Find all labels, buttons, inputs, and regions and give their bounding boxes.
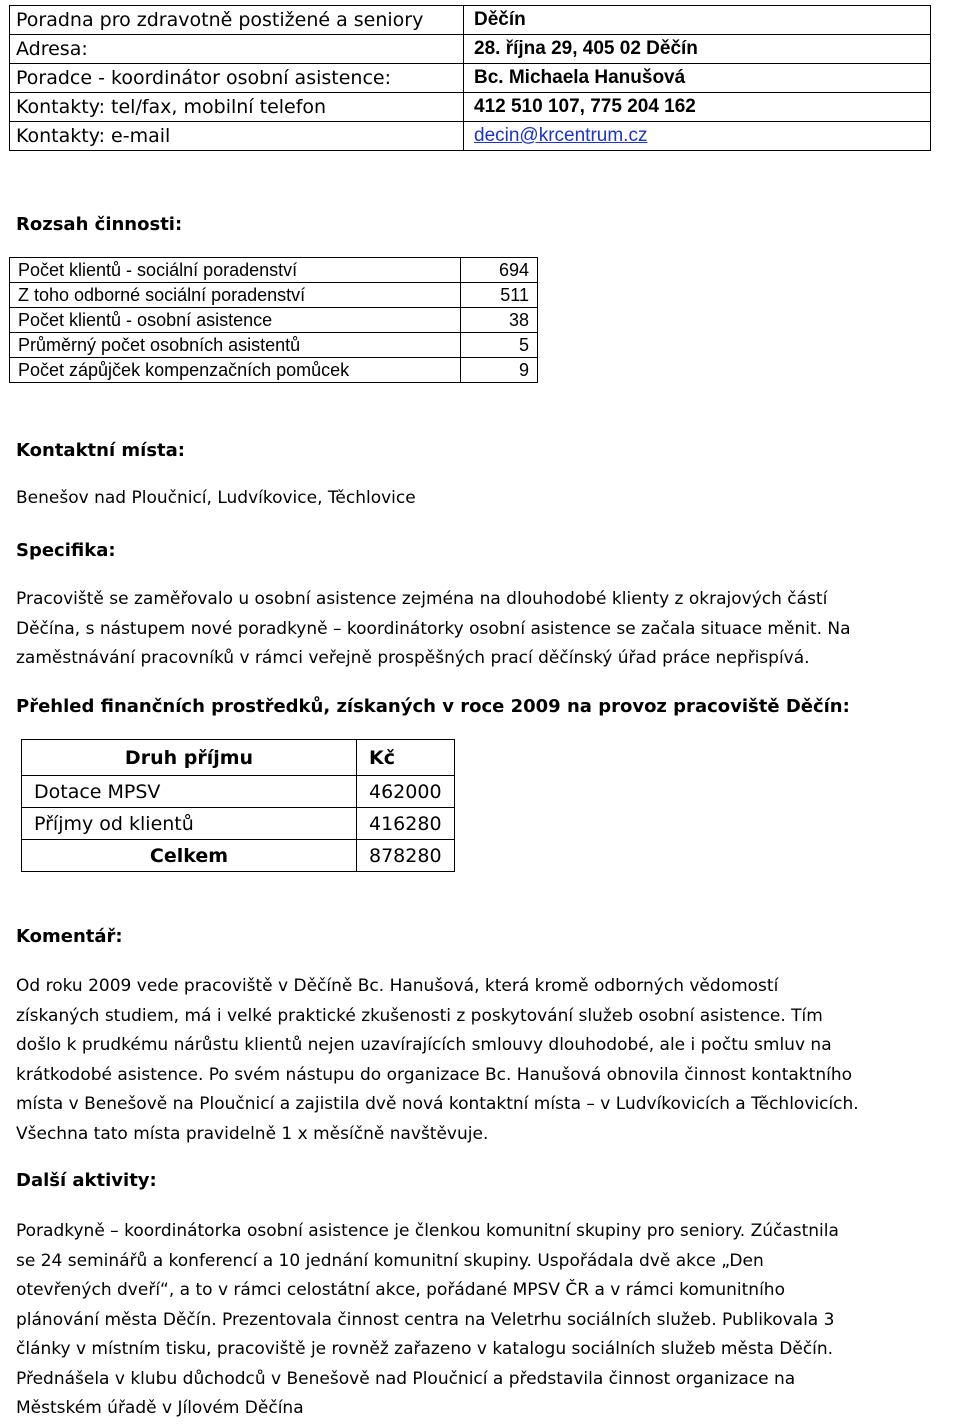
table-row: [10, 283, 538, 308]
table-row: [10, 64, 931, 93]
info-value: Děčín: [464, 6, 931, 35]
table-row: [10, 358, 538, 383]
paragraph-line: otevřených dveří“, a to v rámci celostátní akce, pořádané MPSV ČR a v rámci komunitního: [16, 1280, 785, 1300]
stat-label: Z toho odborné sociální poradenství: [10, 283, 461, 308]
paragraph-line: Poradkyně – koordinátorka osobní asistence je členkou komunitní skupiny pro seniory. Zúčastnila: [16, 1221, 839, 1241]
stat-value: 38: [461, 308, 538, 333]
paragraph-line: místa v Benešově na Ploučnicí a zajistila dvě nová kontaktní místa – v Ludvíkovicích a Těchlovicích.: [16, 1094, 859, 1114]
paragraph-line: Přednášela v klubu důchodců v Benešově nad Ploučnicí a představila činnost organizace na: [16, 1368, 796, 1389]
column-header: Kč: [357, 740, 455, 776]
komentar-paragraph: [16, 972, 960, 1149]
paragraph-line: Městském úřadě v Jílovém Děčína: [16, 1398, 304, 1418]
paragraph-line: se 24 seminářů a konferencí a 10 jednání komunitní skupiny. Uspořádala dvě akce „Den: [16, 1250, 764, 1271]
paragraph-line: Pracoviště se zaměřovalo u osobní asistence zejména na dlouhodobé klienty z okrajových částí: [16, 589, 828, 609]
info-value: 412 510 107, 775 204 162: [464, 93, 931, 122]
activity-stats-table: [9, 257, 538, 383]
section-heading-rozsah: Rozsah činnosti:: [16, 214, 183, 235]
paragraph-line: články v místním tisku, pracoviště je rovněž zařazeno v katalogu sociálních služeb města Děčín.: [16, 1339, 834, 1359]
email-link[interactable]: decin@krcentrum.cz: [464, 122, 931, 151]
dalsi-paragraph: [16, 1217, 960, 1424]
income-type: Dotace MPSV: [22, 776, 357, 808]
section-heading-kontaktni-mista: Kontaktní místa:: [16, 440, 185, 461]
info-label: Adresa:: [10, 35, 464, 64]
section-heading-komentar: Komentář:: [16, 926, 123, 947]
stat-label: Počet klientů - osobní asistence: [10, 308, 461, 333]
table-total-row: [22, 840, 455, 872]
paragraph-line: Benešov nad Ploučnicí, Ludvíkovice, Těchlovice: [16, 488, 416, 508]
stat-label: Počet klientů - sociální poradenství: [10, 258, 461, 283]
finance-table: [21, 739, 455, 872]
section-heading-specifika: Specifika:: [16, 540, 116, 561]
paragraph-line: získaných studiem, má i velké praktické zkušenosti z poskytování služeb osobní asistence. Tím: [16, 1005, 823, 1026]
table-row: [10, 333, 538, 358]
info-label: Poradce - koordinátor osobní asistence:: [10, 64, 464, 93]
section-heading-prehled: Přehled finančních prostředků, získaných v roce 2009 na provoz pracoviště Děčín:: [16, 696, 850, 717]
stat-value: 694: [461, 258, 538, 283]
paragraph-line: plánování města Děčín. Prezentovala činnost centra na Veletrhu sociálních služeb. Publikovala 3: [16, 1309, 835, 1330]
table-row: [10, 122, 931, 151]
income-type: Příjmy od klientů: [22, 808, 357, 840]
income-amount: 416280: [357, 808, 455, 840]
paragraph-line: Děčína, s nástupem nové poradkyně – koordinátorky osobní asistence se začala situace měnit. Na: [16, 618, 851, 639]
table-row: [10, 6, 931, 35]
info-label: Kontakty: tel/fax, mobilní telefon: [10, 93, 464, 122]
total-amount: 878280: [357, 840, 455, 872]
table-header-row: [22, 740, 455, 776]
header-info-table: [9, 5, 931, 151]
stat-value: 511: [461, 283, 538, 308]
table-row: [10, 93, 931, 122]
column-header: Druh příjmu: [22, 740, 357, 776]
table-row: [10, 35, 931, 64]
table-row: [22, 808, 455, 840]
paragraph-line: Od roku 2009 vede pracoviště v Děčíně Bc. Hanušová, která kromě odborných vědomostí: [16, 976, 779, 996]
table-row: [10, 308, 538, 333]
paragraph-line: došlo k prudkému nárůstu klientů nejen uzavírajících smlouvy dlouhodobé, ale i počtu smluv na: [16, 1035, 832, 1055]
specifika-paragraph: [16, 585, 960, 674]
stat-label: Počet zápůjček kompenzačních pomůcek: [10, 358, 461, 383]
contact-places-text: [16, 484, 960, 514]
paragraph-line: zaměstnávání pracovníků v rámci veřejně prospěšných prací děčínský úřad práce nepřispívá.: [16, 648, 810, 668]
income-amount: 462000: [357, 776, 455, 808]
info-label: Kontakty: e-mail: [10, 122, 464, 151]
section-heading-dalsi-aktivity: Další aktivity:: [16, 1170, 157, 1191]
stat-value: 5: [461, 333, 538, 358]
paragraph-line: Všechna tato místa pravidelně 1 x měsíčně navštěvuje.: [16, 1123, 489, 1144]
table-row: [22, 776, 455, 808]
total-label: Celkem: [22, 840, 357, 872]
paragraph-line: krátkodobé asistence. Po svém nástupu do organizace Bc. Hanušová obnovila činnost kontaktního: [16, 1064, 852, 1085]
info-value: 28. října 29, 405 02 Děčín: [464, 35, 931, 64]
stat-label: Průměrný počet osobních asistentů: [10, 333, 461, 358]
table-row: [10, 258, 538, 283]
info-label: Poradna pro zdravotně postižené a seniory: [10, 6, 464, 35]
stat-value: 9: [461, 358, 538, 383]
info-value: Bc. Michaela Hanušová: [464, 64, 931, 93]
